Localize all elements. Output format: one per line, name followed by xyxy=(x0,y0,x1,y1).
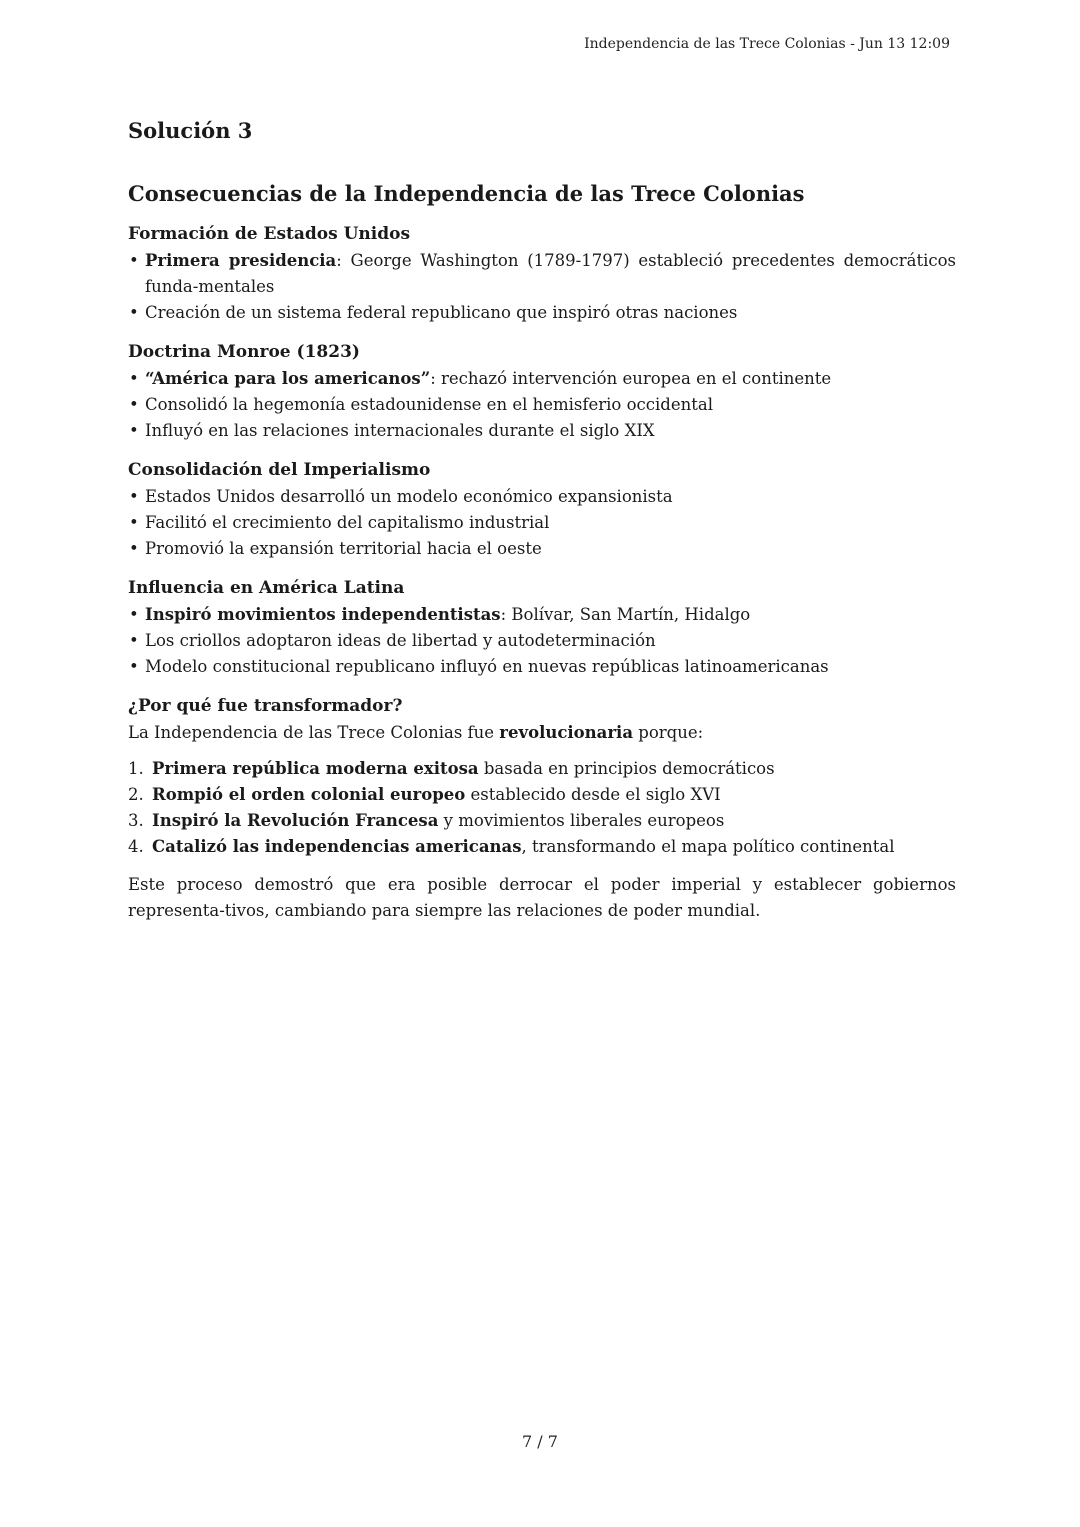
item-text: : Bolívar, San Martín, Hidalgo xyxy=(500,605,751,625)
item-text: basada en principios democráticos xyxy=(478,759,775,779)
page-number: 7 / 7 xyxy=(522,1432,558,1451)
bullet-list xyxy=(128,602,956,680)
item-number: 2. xyxy=(128,785,144,805)
list-item xyxy=(128,654,956,680)
item-bold: Primera presidencia xyxy=(145,251,337,271)
item-number: 1. xyxy=(128,759,144,779)
item-text: Influyó en las relaciones internacionales durante el siglo XIX xyxy=(145,421,655,441)
item-text: Estados Unidos desarrolló un modelo económico expansionista xyxy=(145,487,673,507)
section-monroe xyxy=(128,340,956,444)
section-title: Influencia en América Latina xyxy=(128,578,405,599)
numbered-item xyxy=(128,808,956,834)
bullet-list xyxy=(128,484,956,562)
item-text: y movimientos liberales europeos xyxy=(438,811,725,831)
section-america-latina xyxy=(128,576,956,680)
list-item xyxy=(128,300,956,326)
section-title: Consolidación del Imperialismo xyxy=(128,460,431,481)
numbered-item xyxy=(128,782,956,808)
conclusion-paragraph: Este proceso demostró que era posible derrocar el poder imperial y establecer gobiernos representa-tivos, cambiando para siempre las relaciones de poder mundial. xyxy=(128,875,956,921)
item-text: Los criollos adoptaron ideas de libertad y autodeterminación xyxy=(145,631,656,651)
bullet-list xyxy=(128,248,956,326)
section-formacion xyxy=(128,222,956,326)
item-bold: “América para los americanos” xyxy=(145,369,431,389)
numbered-item xyxy=(128,834,956,860)
section-transformador xyxy=(128,694,956,924)
item-bold: Catalizó las independencias americanas xyxy=(152,837,522,857)
solution-title: Solución 3 xyxy=(128,118,253,143)
item-text: Facilitó el crecimiento del capitalismo industrial xyxy=(145,513,550,533)
list-item xyxy=(128,602,956,628)
item-bold: Rompió el orden colonial europeo xyxy=(152,785,466,805)
intro-bold: revolucionaria xyxy=(499,723,634,743)
item-text: : George Washington (1789-1797) estableció precedentes democráticos funda-mentales xyxy=(145,251,957,297)
section-title: Doctrina Monroe (1823) xyxy=(128,342,360,363)
section-title: Formación de Estados Unidos xyxy=(128,224,411,245)
list-item xyxy=(128,628,956,654)
bullet-list xyxy=(128,366,956,444)
intro-text-end: porque: xyxy=(633,723,704,743)
item-bold: Inspiró movimientos independentistas xyxy=(145,605,501,625)
item-text: Creación de un sistema federal republicano que inspiró otras naciones xyxy=(145,303,738,323)
list-item xyxy=(128,248,956,300)
item-text: : rechazó intervención europea en el continente xyxy=(430,369,832,389)
document-body xyxy=(128,118,956,938)
list-item xyxy=(128,536,956,562)
main-title: Consecuencias de la Independencia de las Trece Colonias xyxy=(128,181,805,207)
item-bold: Inspiró la Revolución Francesa xyxy=(152,811,439,831)
item-text: establecido desde el siglo XVI xyxy=(465,785,721,805)
item-number: 4. xyxy=(128,837,144,857)
list-item xyxy=(128,366,956,392)
list-item xyxy=(128,484,956,510)
section-title: ¿Por qué fue transformador? xyxy=(128,696,403,717)
item-text: Promovió la expansión territorial hacia el oeste xyxy=(145,539,542,559)
intro-text: La Independencia de las Trece Colonias fue xyxy=(128,723,500,743)
item-bold: Primera república moderna exitosa xyxy=(152,759,479,779)
list-item xyxy=(128,510,956,536)
item-text: , transformando el mapa político continental xyxy=(521,837,895,857)
intro-paragraph xyxy=(128,720,956,746)
item-text: Consolidó la hegemonía estadounidense en el hemisferio occidental xyxy=(145,395,713,415)
list-item xyxy=(128,418,956,444)
numbered-item xyxy=(128,756,956,782)
list-item xyxy=(128,392,956,418)
section-imperialismo xyxy=(128,458,956,562)
item-number: 3. xyxy=(128,811,144,831)
item-text: Modelo constitucional republicano influyó en nuevas repúblicas latinoamericanas xyxy=(145,657,829,677)
numbered-list xyxy=(128,756,956,860)
running-header: Independencia de las Trece Colonias - Jun 13 12:09 xyxy=(584,36,950,52)
